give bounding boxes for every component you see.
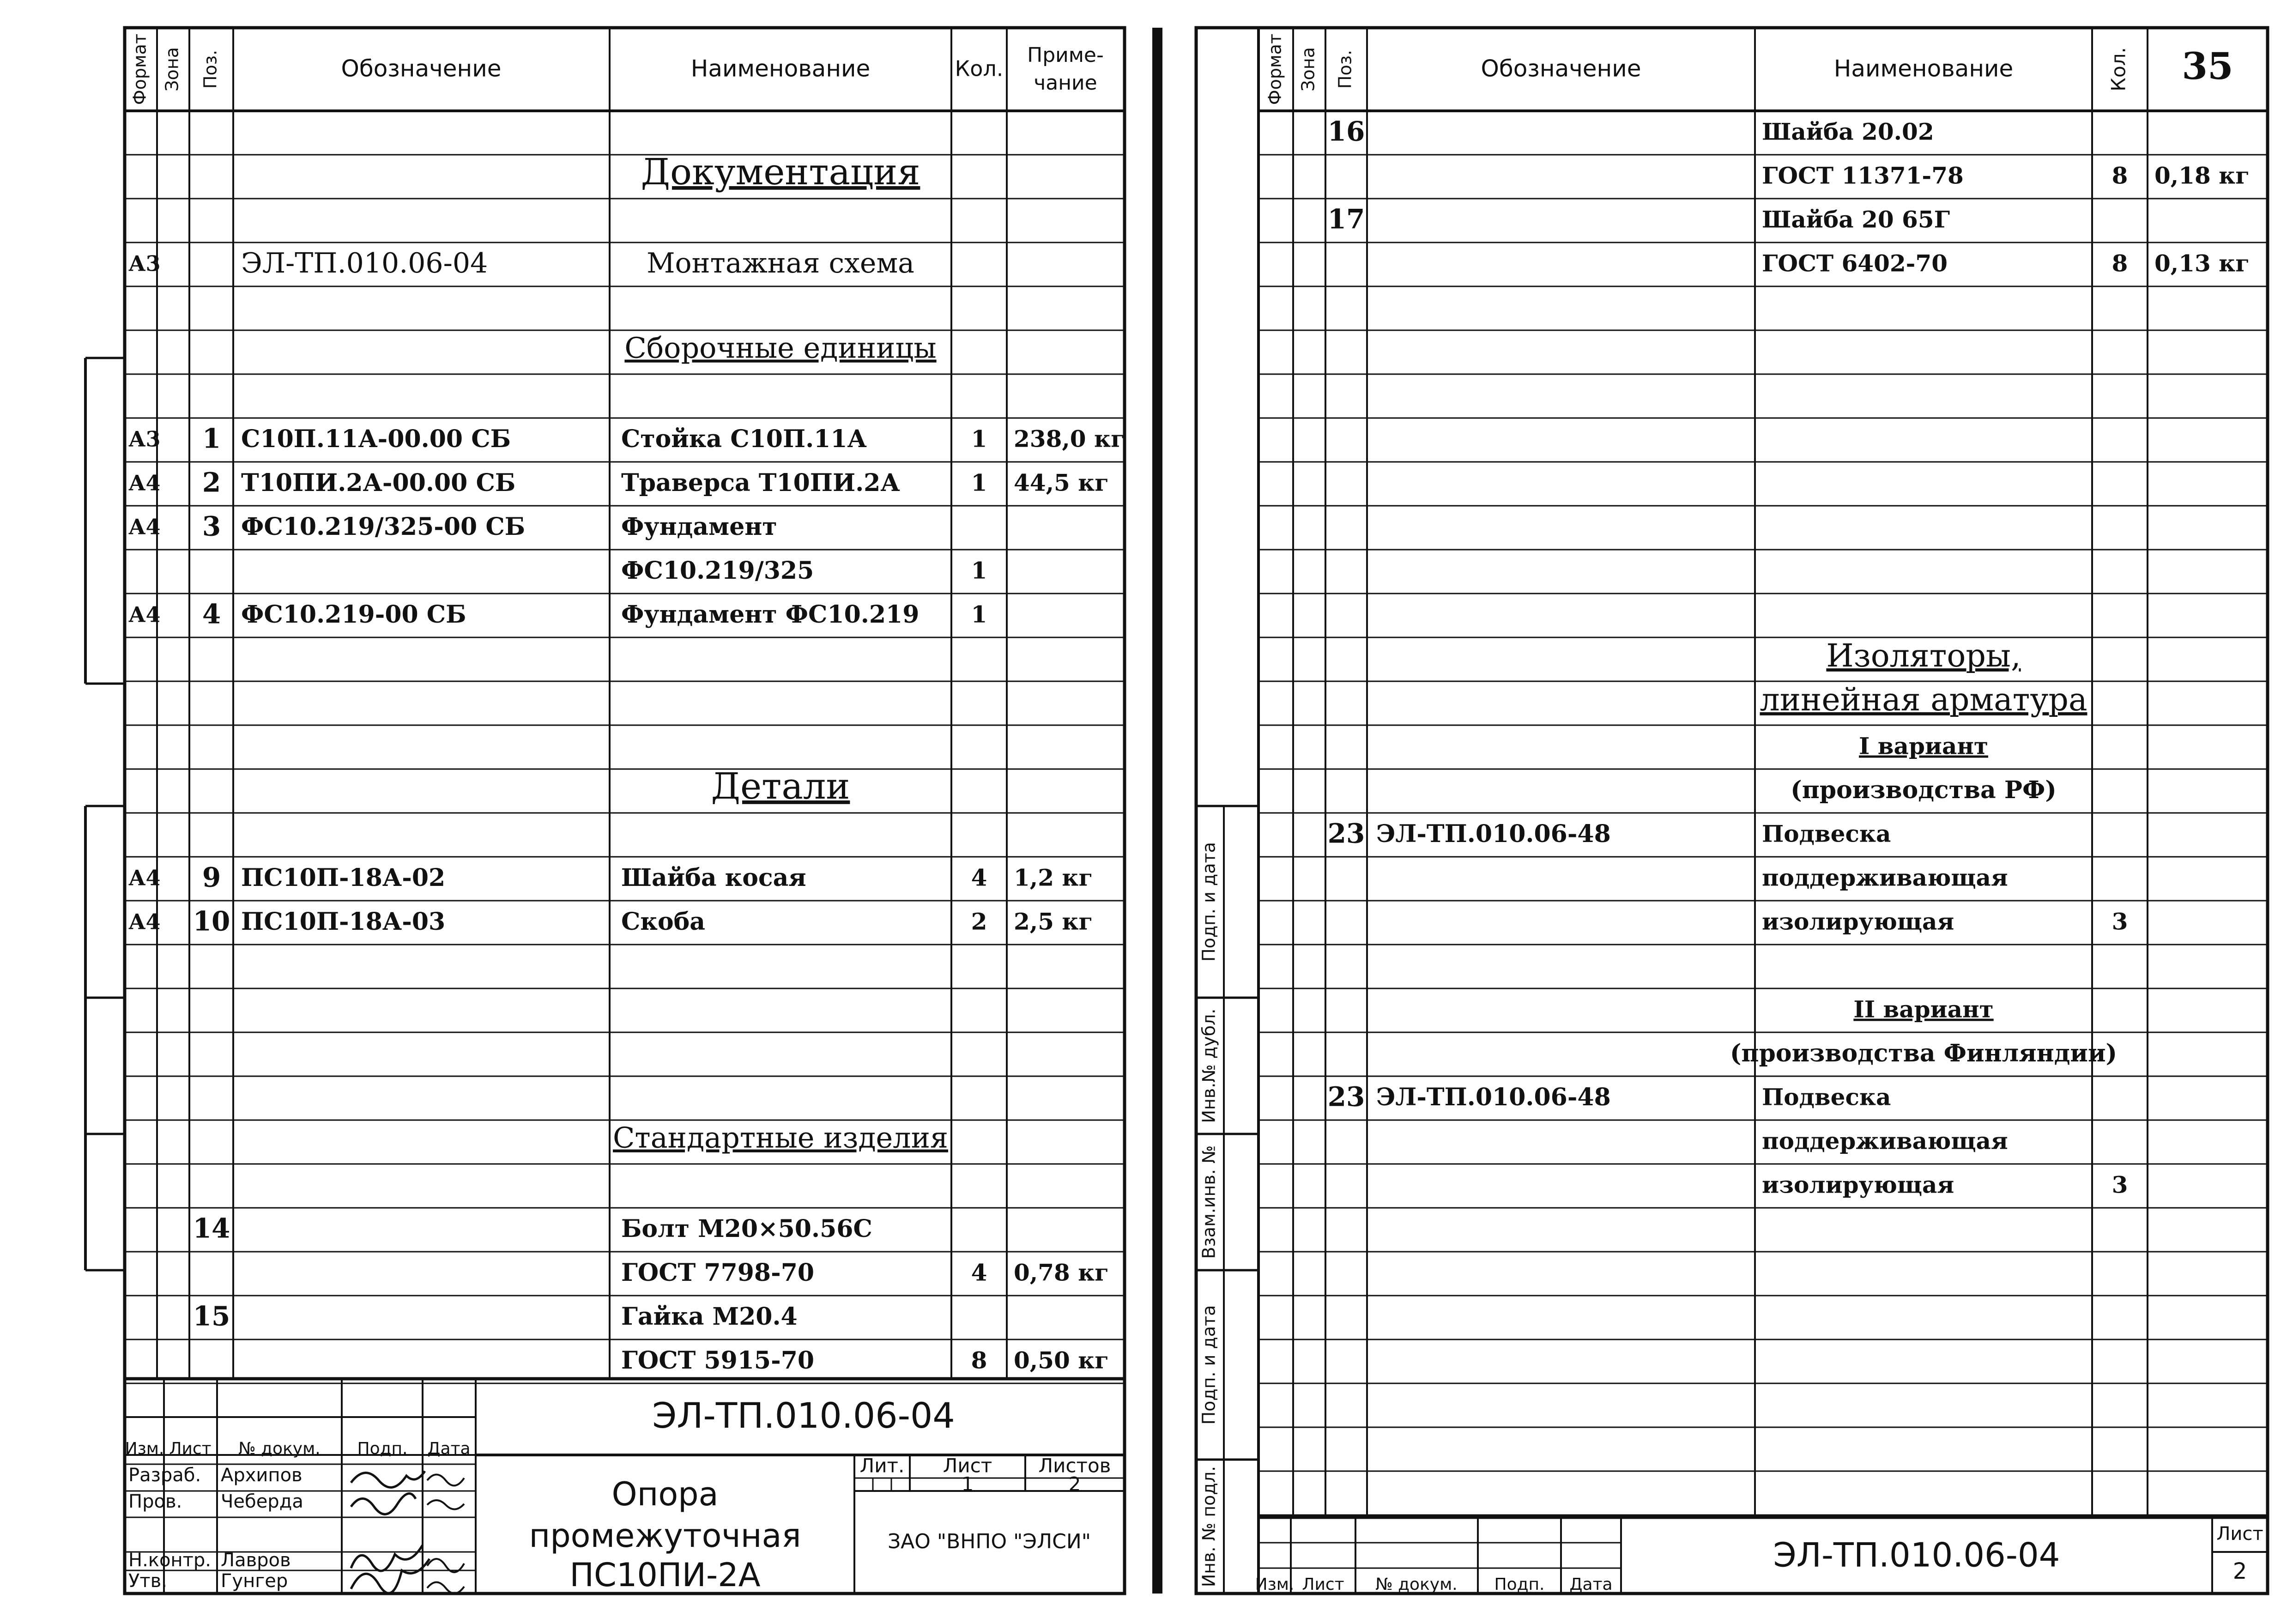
side-stamp-label: Инв. № подл. bbox=[1198, 1466, 1219, 1588]
row-name: Шайба 20 65Г bbox=[1762, 206, 1950, 233]
row-name: Болт М20×50.56С bbox=[621, 1215, 872, 1243]
side-stamp-label: Взам.инв. № bbox=[1198, 1145, 1219, 1259]
row-position: 2 bbox=[202, 467, 221, 498]
stamp-col-header: Дата bbox=[1569, 1575, 1613, 1594]
row-qty: 3 bbox=[2111, 1171, 2128, 1199]
row-note: 238,0 кг bbox=[1014, 425, 1125, 453]
stamp-role: Утв. bbox=[128, 1570, 167, 1592]
object-title: ПС10ПИ-2А bbox=[569, 1556, 761, 1594]
row-position: 15 bbox=[193, 1300, 230, 1332]
row-name: изолирующая bbox=[1762, 908, 1954, 935]
row-qty: 1 bbox=[971, 600, 987, 628]
col-designation-header: Обозначение bbox=[1481, 55, 1641, 82]
stamp-col-header: № докум. bbox=[238, 1439, 321, 1458]
row-format: А4 bbox=[128, 865, 161, 891]
col-pos-header: Поз. bbox=[1335, 49, 1355, 89]
row-qty: 2 bbox=[971, 908, 987, 935]
stamp-col-header: № докум. bbox=[1375, 1575, 1458, 1594]
stamp-sheets-label: Листов bbox=[1038, 1454, 1111, 1477]
stamp-col-header: Изм. bbox=[1255, 1575, 1295, 1594]
stamp-person: Чеберда bbox=[221, 1491, 303, 1512]
stamp-col-header: Изм. bbox=[125, 1439, 164, 1458]
col-name-header: Наименование bbox=[690, 55, 871, 82]
row-position: 1 bbox=[202, 423, 221, 454]
col-name-header: Наименование bbox=[1833, 55, 2014, 82]
col-qty-header: Кол. bbox=[955, 56, 1004, 81]
row-note: 0,18 кг bbox=[2154, 162, 2250, 189]
col-format-header: Формат bbox=[129, 33, 150, 105]
section-heading: Изоляторы, bbox=[1826, 638, 2021, 674]
row-designation: ЭЛ-ТП.010.06-48 bbox=[1376, 820, 1611, 848]
stamp-col-header: Подп. bbox=[357, 1439, 408, 1458]
row-note: 0,78 кг bbox=[1014, 1259, 1109, 1286]
col-zone-header: Зона bbox=[1298, 47, 1319, 91]
row-designation: С10П.11А-00.00 СБ bbox=[241, 425, 511, 453]
side-stamp-label: Инв.№ дубл. bbox=[1198, 1008, 1219, 1123]
row-name: ГОСТ 5915-70 bbox=[621, 1346, 815, 1375]
stamp-person: Архипов bbox=[221, 1465, 303, 1486]
row-qty: 1 bbox=[971, 557, 987, 584]
col-note-header: Приме- bbox=[1027, 43, 1104, 67]
sheet-frame bbox=[1196, 28, 2268, 1594]
row-qty: 3 bbox=[2111, 908, 2128, 935]
stamp-lit-label: Лит. bbox=[859, 1454, 905, 1477]
stamp-col-header: Лист bbox=[1302, 1575, 1344, 1594]
variant-heading: II вариант bbox=[1853, 995, 1994, 1023]
stamp-col-header: Подп. bbox=[1494, 1575, 1545, 1594]
row-position: 23 bbox=[1327, 1081, 1365, 1113]
row-name: Траверса Т10ПИ.2А bbox=[621, 469, 900, 497]
row-qty: 8 bbox=[2111, 249, 2128, 277]
row-position: 23 bbox=[1327, 818, 1365, 849]
row-name: ГОСТ 6402-70 bbox=[1762, 249, 1948, 277]
object-title: промежуточная bbox=[529, 1517, 801, 1555]
row-qty: 4 bbox=[971, 1259, 987, 1286]
row-name: Шайба косая bbox=[621, 864, 806, 892]
row-name: Монтажная схема bbox=[647, 247, 914, 280]
section-heading: Детали bbox=[711, 766, 850, 807]
stamp-sheet-number: 1 bbox=[961, 1473, 974, 1496]
row-name: Скоба bbox=[621, 908, 705, 936]
row-position: 4 bbox=[202, 598, 221, 630]
row-name: Фундамент ФС10.219 bbox=[621, 600, 920, 629]
col-note-header: чание bbox=[1034, 71, 1097, 95]
stamp-role: Н.контр. bbox=[128, 1550, 211, 1571]
row-designation: ЭЛ-ТП.010.06-48 bbox=[1376, 1083, 1611, 1111]
row-format: А4 bbox=[128, 909, 161, 934]
stamp-col-header: Лист bbox=[169, 1439, 212, 1458]
stamp-sheet-number: 2 bbox=[2232, 1558, 2247, 1584]
row-name: Подвеска bbox=[1762, 1083, 1891, 1111]
row-name: ГОСТ 7798-70 bbox=[621, 1259, 815, 1287]
col-designation-header: Обозначение bbox=[341, 55, 502, 82]
row-format: А4 bbox=[128, 602, 161, 627]
variant-heading: I вариант bbox=[1859, 732, 1988, 760]
row-note: 0,13 кг bbox=[2154, 249, 2250, 277]
col-pos-header: Поз. bbox=[200, 49, 221, 89]
row-name: Шайба 20.02 bbox=[1762, 118, 1934, 145]
row-note: 1,2 кг bbox=[1014, 864, 1093, 891]
row-position: 17 bbox=[1327, 203, 1365, 235]
col-qty-header: Кол. bbox=[2107, 47, 2130, 91]
stamp-person: Лавров bbox=[221, 1550, 291, 1571]
row-format: А3 bbox=[128, 251, 161, 276]
page-number: 35 bbox=[2182, 44, 2233, 88]
row-designation: Т10ПИ.2А-00.00 СБ bbox=[241, 469, 516, 497]
row-name: Фундамент bbox=[621, 513, 777, 541]
row-note: 0,50 кг bbox=[1014, 1346, 1109, 1374]
row-note: 44,5 кг bbox=[1014, 469, 1109, 497]
section-heading: линейная арматура bbox=[1760, 682, 2087, 718]
section-heading: Сборочные единицы bbox=[624, 331, 937, 365]
side-stamp-label: Подп. и дата bbox=[1198, 1305, 1219, 1425]
right-sheet bbox=[1152, 28, 2268, 1594]
row-designation: ЭЛ-ТП.010.06-04 bbox=[241, 247, 488, 280]
row-name: поддерживающая bbox=[1762, 1127, 2008, 1155]
stamp-role: Разраб. bbox=[128, 1465, 201, 1486]
stamp-sheets-count: 2 bbox=[1068, 1473, 1081, 1496]
stamp-person: Гунгер bbox=[221, 1570, 288, 1592]
row-qty: 8 bbox=[971, 1346, 987, 1374]
row-position: 16 bbox=[1327, 115, 1365, 147]
row-position: 3 bbox=[202, 510, 221, 542]
date-scribble bbox=[427, 1500, 464, 1509]
col-zone-header: Зона bbox=[162, 47, 182, 91]
row-designation: ПС10П-18А-02 bbox=[241, 864, 446, 892]
row-position: 10 bbox=[193, 905, 230, 937]
section-heading: Документация bbox=[641, 151, 920, 193]
row-name: (производства Финляндии) bbox=[1730, 1039, 2118, 1067]
row-name: Подвеска bbox=[1762, 820, 1891, 848]
row-name: (производства РФ) bbox=[1791, 776, 2057, 804]
row-qty: 1 bbox=[971, 425, 987, 453]
left-sheet bbox=[85, 28, 1125, 1594]
row-format: А4 bbox=[128, 470, 161, 496]
row-format: А3 bbox=[128, 426, 161, 452]
row-name: Стойка С10П.11А bbox=[621, 425, 867, 453]
section-heading: Стандартные изделия bbox=[612, 1121, 949, 1155]
row-position: 14 bbox=[193, 1212, 230, 1244]
row-name: ГОСТ 11371-78 bbox=[1762, 162, 1964, 189]
signature-scribble bbox=[351, 1545, 423, 1571]
row-note: 2,5 кг bbox=[1014, 908, 1093, 935]
row-name: поддерживающая bbox=[1762, 864, 2008, 891]
object-title: Опора bbox=[611, 1475, 719, 1514]
stamp-col-header: Дата bbox=[427, 1439, 471, 1458]
row-qty: 8 bbox=[2111, 162, 2128, 189]
document-code: ЭЛ-ТП.010.06-04 bbox=[1773, 1535, 2060, 1575]
date-scribble bbox=[427, 1582, 464, 1594]
row-designation: ПС10П-18А-03 bbox=[241, 908, 446, 936]
stamp-sheet-label: Лист bbox=[943, 1454, 992, 1477]
row-position: 9 bbox=[202, 861, 221, 893]
row-name: Гайка М20.4 bbox=[621, 1303, 798, 1331]
row-qty: 4 bbox=[971, 864, 987, 891]
side-stamp-label: Подп. и дата bbox=[1198, 842, 1219, 962]
row-qty: 1 bbox=[971, 469, 987, 497]
date-scribble bbox=[427, 1475, 464, 1486]
row-format: А4 bbox=[128, 514, 161, 539]
document-code: ЭЛ-ТП.010.06-04 bbox=[652, 1394, 955, 1436]
stamp-role: Пров. bbox=[128, 1491, 182, 1512]
col-format-header: Формат bbox=[1264, 33, 1285, 105]
row-name: изолирующая bbox=[1762, 1171, 1954, 1199]
signature-scribble bbox=[351, 1493, 416, 1514]
stamp-sheet-label: Лист bbox=[2216, 1523, 2263, 1545]
sheet-separator bbox=[1152, 28, 1162, 1594]
signature-scribble bbox=[351, 1471, 425, 1487]
row-designation: ФС10.219-00 СБ bbox=[241, 600, 466, 629]
organization-name: ЗАО "ВНПО "ЭЛСИ" bbox=[887, 1530, 1091, 1553]
row-name: ФС10.219/325 bbox=[621, 557, 814, 585]
row-designation: ФС10.219/325-00 СБ bbox=[241, 513, 526, 541]
